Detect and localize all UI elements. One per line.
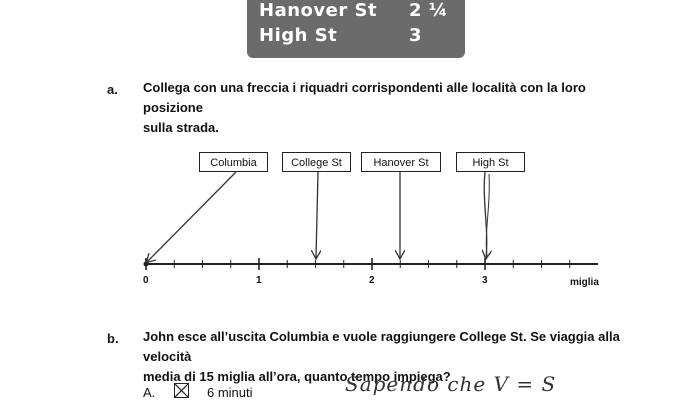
- arrow-college-st: [316, 172, 318, 258]
- box-columbia: Columbia: [199, 152, 268, 172]
- question-a-line-1: Collega con una freccia i riquadri corrispondenti alle località con la loro posizione: [143, 80, 586, 115]
- question-a-letter: a.: [107, 82, 118, 97]
- question-a-line-2: sulla strada.: [143, 120, 219, 135]
- tick-label-0: 0: [143, 275, 149, 286]
- tick-label-1: 1: [256, 275, 262, 286]
- sign-location-name: High St: [259, 25, 338, 46]
- sign-location-distance: 2 ¼: [409, 0, 448, 21]
- option-a-letter: A.: [143, 385, 156, 400]
- sign-location-distance: 3: [409, 25, 423, 46]
- box-high-st: High St: [456, 152, 525, 172]
- tick-label-2: 2: [369, 275, 375, 286]
- option-a-text: 6 minuti: [207, 385, 253, 400]
- option-a-checkbox[interactable]: [174, 383, 189, 398]
- handwritten-note: Sapendo che V = S: [345, 372, 557, 396]
- tick-label-3: 3: [482, 275, 488, 286]
- sign-location-name: Hanover St: [259, 0, 378, 21]
- arrow-columbia: [147, 172, 236, 262]
- box-hanover-st: Hanover St: [361, 152, 441, 172]
- box-college-st: College St: [282, 152, 351, 172]
- question-b-line-2: media di 15 miglia all’ora, quanto tempo impiega?: [143, 369, 451, 384]
- origin-dot: [144, 262, 149, 267]
- question-b-letter: b.: [107, 331, 119, 346]
- arrow-high-st-stroke: [486, 174, 489, 256]
- axis-unit-label: miglia: [570, 277, 599, 288]
- checkbox-cross-icon: [175, 384, 188, 397]
- question-b-line-1: John esce all’uscita Columbia e vuole raggiungere College St. Se viaggia alla velocità: [143, 329, 620, 364]
